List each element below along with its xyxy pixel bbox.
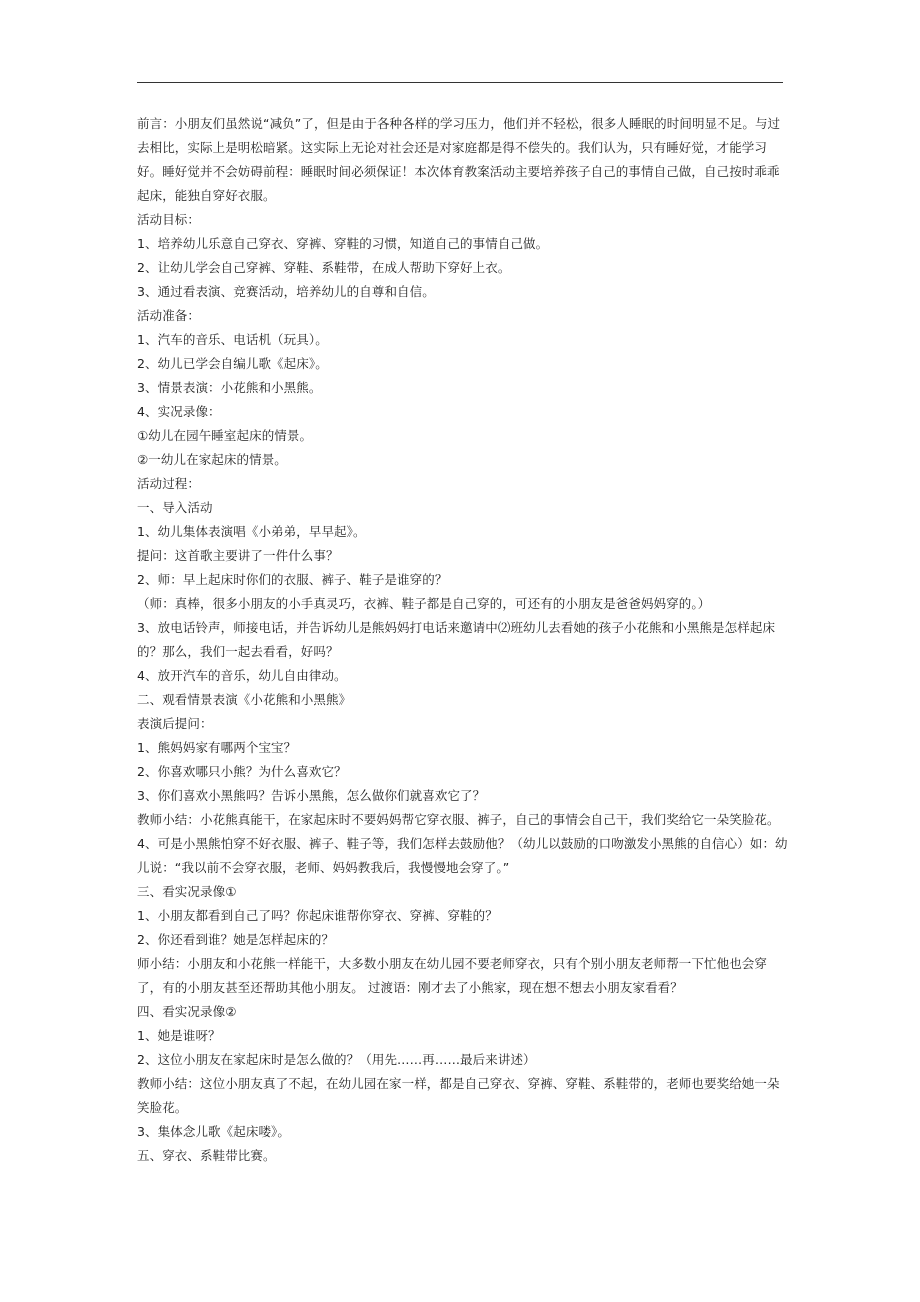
section-heading-process: 活动过程： [137,476,201,491]
process-item: 2、你喜欢哪只小熊？为什么喜欢它？ [137,764,347,779]
process-step-heading: 三、看实况录像① [137,884,237,899]
teacher-summary: 教师小结：小花熊真能干，在家起床时不要妈妈帮它穿衣服、裤子，自己的事情会自己干，我们奖给它一朵笑脸花。 [137,812,780,827]
process-item: 2、这位小朋友在家起床时是怎么做的？（用先……再……最后来讲述） [137,1052,536,1067]
goal-item: 3、通过看表演、竞赛活动，培养幼儿的自尊和自信。 [137,284,435,299]
preparation-item: 4、实况录像： [137,404,221,419]
process-item: （师：真棒，很多小朋友的小手真灵巧，衣裤、鞋子都是自己穿的，可还有的小朋友是爸爸妈妈穿的。） [137,596,711,611]
preparation-subitem: ①幼儿在园午睡室起床的情景。 [137,428,313,443]
teacher-summary: 教师小结：这位小朋友真了不起，在幼儿园在家一样，都是自己穿衣、穿裤、穿鞋、系鞋带的，老师也要奖给她一朵笑脸花。 [137,1076,780,1115]
process-item: 1、她是谁呀？ [137,1028,221,1043]
process-item: 1、幼儿集体表演唱《小弟弟，早早起》。 [137,524,366,539]
process-step-heading: 五、穿衣、系鞋带比赛。 [137,1148,276,1163]
process-item: 表演后提问： [137,716,213,731]
intro-paragraph: 前言：小朋友们虽然说“减负”了，但是由于各种各样的学习压力，他们并不轻松，很多人睡眠的时间明显不足。与过去相比，实际上是明松暗紧。这实际上无论对社会还是对家庭都是得不偿失的。我们认为，只有睡好觉，才能学习好。睡好觉并不会妨碍前程：睡眠时间必须保证！本次体育教案活动主要培养孩子自己的事情自己做，自己按时乖乖起床，能独自穿好衣服。 [137,116,781,203]
process-step-heading: 二、观看情景表演《小花熊和小黑熊》 [137,692,352,707]
process-item: 4、放开汽车的音乐，幼儿自由律动。 [137,668,347,683]
process-item: 3、集体念儿歌《起床喽》。 [137,1124,291,1139]
section-heading-preparation: 活动准备： [137,308,201,323]
process-step-heading: 一、导入活动 [137,500,213,515]
process-item: 1、熊妈妈家有哪两个宝宝？ [137,740,297,755]
process-item: 提问：这首歌主要讲了一件什么事？ [137,548,339,563]
process-item: 3、你们喜欢小黑熊吗？告诉小黑熊，怎么做你们就喜欢它了？ [137,788,486,803]
process-item: 1、小朋友都看到自己了吗？你起床谁帮你穿衣、穿裤、穿鞋的？ [137,908,498,923]
preparation-item: 2、幼儿已学会自编儿歌《起床》。 [137,356,328,371]
process-item: 3、放电话铃声，师接电话，并告诉幼儿是熊妈妈打电话来邀请中⑵班幼儿去看她的孩子小花熊和小黑熊是怎样起床的？那么，我们一起去看看，好吗？ [137,620,776,659]
process-item: 4、可是小黑熊怕穿不好衣服、裤子、鞋子等，我们怎样去鼓励他？（幼儿以鼓励的口吻激发小黑熊的自信心）如：幼儿说：“我以前不会穿衣服，老师、妈妈教我后，我慢慢地会穿了。” [137,836,788,875]
preparation-item: 1、汽车的音乐、电话机（玩具）。 [137,332,328,347]
preparation-item: 3、情景表演：小花熊和小黑熊。 [137,380,322,395]
goal-item: 2、让幼儿学会自己穿裤、穿鞋、系鞋带，在成人帮助下穿好上衣。 [137,260,511,275]
process-item: 2、你还看到谁？她是怎样起床的？ [137,932,335,947]
goal-item: 1、培养幼儿乐意自己穿衣、穿裤、穿鞋的习惯，知道自己的事情自己做。 [137,236,549,251]
header-rule [137,82,783,83]
preparation-subitem: ②一幼儿在家起床的情景。 [137,452,287,467]
process-item: 2、师：早上起床时你们的衣服、裤子、鞋子是谁穿的？ [137,572,448,587]
section-heading-goals: 活动目标： [137,212,201,227]
document-body [137,112,789,1168]
teacher-summary: 师小结：小朋友和小花熊一样能干，大多数小朋友在幼儿园不要老师穿衣，只有个别小朋友老师帮一下忙他也会穿了，有的小朋友甚至还帮助其他小朋友。 过渡语：刚才去了小熊家，现在想不想去小朋友家看看？ [137,956,768,995]
process-step-heading: 四、看实况录像② [137,1004,237,1019]
